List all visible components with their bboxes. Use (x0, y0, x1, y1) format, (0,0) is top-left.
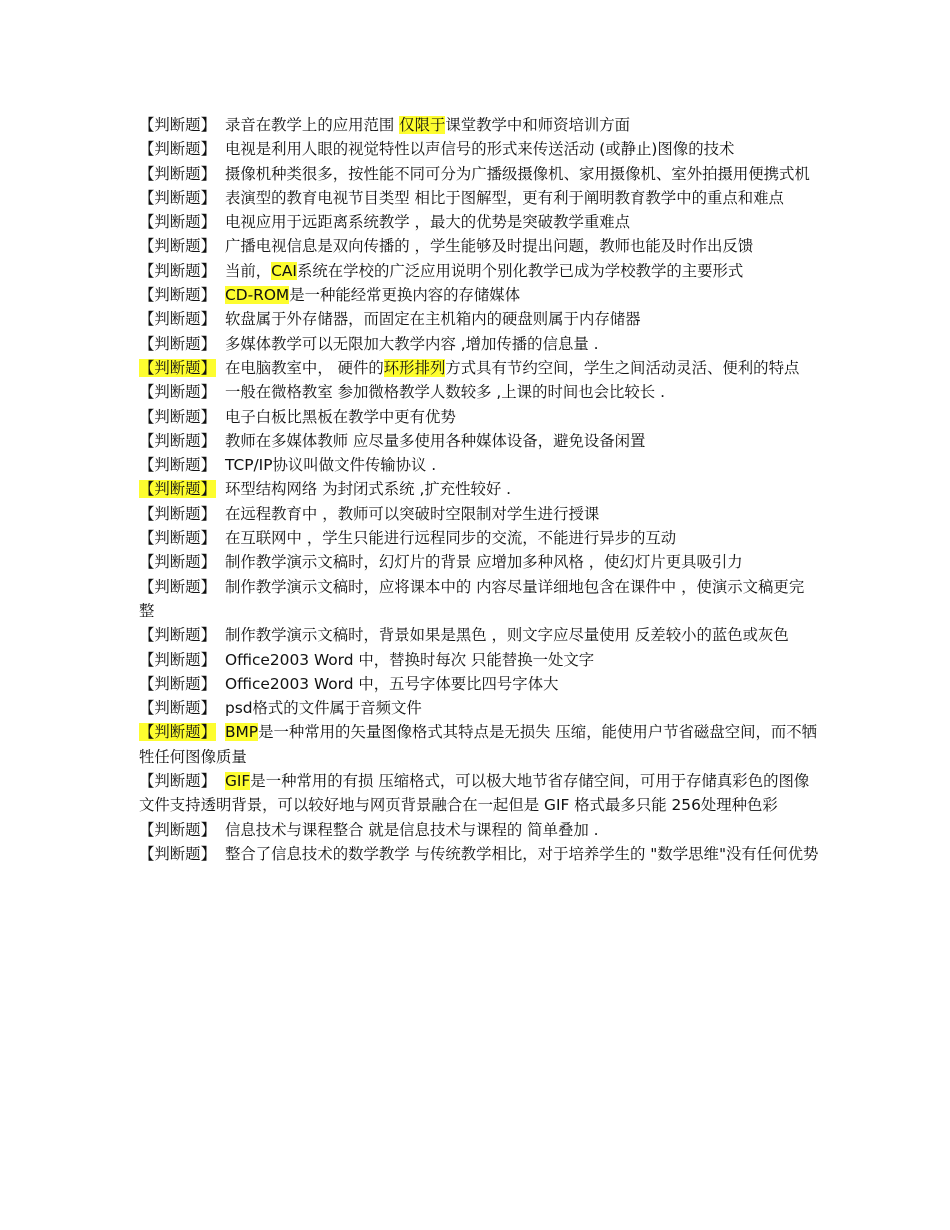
question-type-tag: 【判断题】 (139, 626, 216, 645)
question-type-tag: 【判断题】 (139, 261, 216, 280)
question-text-continued: 是一种常用的有损 压缩格式，可以极大地节省存储空间，可用于存储真彩色的图像文件支持透明背景，可以较好地与网页背景融合在一起但是 GIF 格式最多只能 256处理种色彩 (139, 772, 810, 815)
question-item (139, 769, 819, 818)
question-text: 电视应用于远距离系统教学 ，最大的优势是突破教学重难点 (224, 213, 631, 232)
question-type-tag: 【判断题】 (139, 553, 216, 572)
question-type-tag: 【判断题】 (139, 383, 216, 402)
question-item (139, 429, 819, 453)
question-text: 整合了信息技术的数学教学 与传统教学相比，对于培养学生的 "数学思维"没有任何优势 (224, 844, 819, 863)
question-text-continued: 系统在学校的广泛应用说明个别化教学已成为学校教学的主要形式 (296, 261, 744, 280)
highlighted-text: 环形排列 (383, 358, 446, 377)
question-item (139, 137, 819, 161)
question-text: 教师在多媒体教师 应尽量多使用各种媒体设备，避免设备闲置 (224, 431, 646, 450)
question-item (139, 186, 819, 210)
question-item (139, 575, 819, 624)
question-text: 环型结构网络 为封闭式系统 ,扩充性较好 . (224, 480, 512, 499)
question-item (139, 623, 819, 647)
question-text: 电视是利用人眼的视觉特性以声信号的形式来传送活动 (或静止)图像的技术 (224, 140, 735, 159)
question-type-tag: 【判断题】 (139, 116, 216, 134)
question-item (139, 648, 819, 672)
question-item (139, 380, 819, 404)
question-text: psd格式的文件属于音频文件 (224, 699, 422, 718)
question-type-tag: 【判断题】 (139, 358, 216, 377)
question-type-tag: 【判断题】 (139, 407, 216, 426)
question-type-tag: 【判断题】 (139, 431, 216, 450)
question-type-tag: 【判断题】 (139, 480, 216, 499)
question-item (139, 113, 819, 137)
question-type-tag: 【判断题】 (139, 529, 216, 548)
judgment-question-list (139, 113, 819, 866)
question-type-tag: 【判断题】 (139, 310, 216, 329)
question-text-continued: 课堂教学中和师资培训方面 (445, 116, 631, 134)
question-text: 摄像机种类很多，按性能不同可分为广播级摄像机、家用摄像机、室外拍摄用便携式机 (224, 164, 810, 183)
question-item (139, 307, 819, 331)
question-text: 当前， (224, 261, 272, 280)
question-item (139, 210, 819, 234)
question-text-continued: 是一种常用的矢量图像格式其特点是无损失 压缩，能使用户节省磁盘空间，而不牺牲任何图像质量 (139, 723, 818, 766)
question-type-tag: 【判断题】 (139, 723, 216, 742)
question-text: 在互联网中 ，学生只能进行远程同步的交流，不能进行异步的互动 (224, 529, 677, 548)
question-item (139, 672, 819, 696)
question-type-tag: 【判断题】 (139, 674, 216, 693)
question-type-tag: 【判断题】 (139, 504, 216, 523)
question-type-tag: 【判断题】 (139, 772, 216, 791)
question-type-tag: 【判断题】 (139, 577, 216, 596)
question-text-continued: 方式具有节约空间，学生之间活动灵活、便利的特点 (445, 358, 800, 377)
question-type-tag: 【判断题】 (139, 286, 216, 305)
question-text: 广播电视信息是双向传播的 ，学生能够及时提出问题，教师也能及时作出反馈 (224, 237, 754, 256)
question-item (139, 162, 819, 186)
question-text: Office2003 Word 中，五号字体要比四号字体大 (224, 674, 559, 693)
question-text: 一般在微格教室 参加微格教学人数较多 ,上课的时间也会比较长 . (224, 383, 665, 402)
question-item (139, 502, 819, 526)
question-type-tag: 【判断题】 (139, 237, 216, 256)
question-text: 信息技术与课程整合 就是信息技术与课程的 简单叠加 . (224, 820, 599, 839)
question-text: 制作教学演示文稿时，幻灯片的背景 应增加多种风格 ，使幻灯片更具吸引力 (224, 553, 743, 572)
question-type-tag: 【判断题】 (139, 699, 216, 718)
question-type-tag: 【判断题】 (139, 456, 216, 475)
highlighted-text: BMP (224, 723, 259, 742)
question-item (139, 283, 819, 307)
question-item (139, 720, 819, 769)
question-item (139, 477, 819, 501)
highlighted-text: CD-ROM (224, 286, 290, 305)
question-item (139, 550, 819, 574)
question-item (139, 234, 819, 258)
question-type-tag: 【判断题】 (139, 650, 216, 669)
question-text: TCP/IP协议叫做文件传输协议 . (224, 456, 437, 475)
question-type-tag: 【判断题】 (139, 164, 216, 183)
question-type-tag: 【判断题】 (139, 188, 216, 207)
question-text: 在电脑教室中， 硬件的 (224, 358, 384, 377)
question-text: 软盘属于外存储器，而固定在主机箱内的硬盘则属于内存储器 (224, 310, 641, 329)
question-type-tag: 【判断题】 (139, 844, 216, 863)
question-text: 录音在教学上的应用范围 (224, 116, 400, 134)
question-type-tag: 【判断题】 (139, 140, 216, 159)
question-text: 表演型的教育电视节目类型 相比于图解型，更有利于阐明教育教学中的重点和难点 (224, 188, 784, 207)
question-item (139, 453, 819, 477)
question-text: 制作教学演示文稿时，应将课本中的 内容尽量详细地包含在课件中 ，使演示文稿更完整 (139, 577, 805, 620)
question-item (139, 842, 819, 866)
question-text-continued: 是一种能经常更换内容的存储媒体 (289, 286, 521, 305)
question-type-tag: 【判断题】 (139, 820, 216, 839)
question-item (139, 332, 819, 356)
question-item (139, 356, 819, 380)
question-text: 电子白板比黑板在教学中更有优势 (224, 407, 456, 426)
highlighted-text: CAI (271, 261, 297, 280)
question-type-tag: 【判断题】 (139, 213, 216, 232)
question-item (139, 818, 819, 842)
question-type-tag: 【判断题】 (139, 334, 216, 353)
highlighted-text: GIF (224, 772, 251, 791)
question-text: 制作教学演示文稿时，背景如果是黑色 ，则文字应尽量使用 反差较小的蓝色或灰色 (224, 626, 789, 645)
highlighted-text: 仅限于 (399, 116, 446, 134)
question-item (139, 696, 819, 720)
question-item (139, 259, 819, 283)
question-text: Office2003 Word 中，替换时每次 只能替换一处文字 (224, 650, 595, 669)
question-item (139, 526, 819, 550)
question-text: 多媒体教学可以无限加大教学内容 ,增加传播的信息量 . (224, 334, 599, 353)
question-item (139, 405, 819, 429)
question-text: 在远程教育中 ，教师可以突破时空限制对学生进行授课 (224, 504, 600, 523)
